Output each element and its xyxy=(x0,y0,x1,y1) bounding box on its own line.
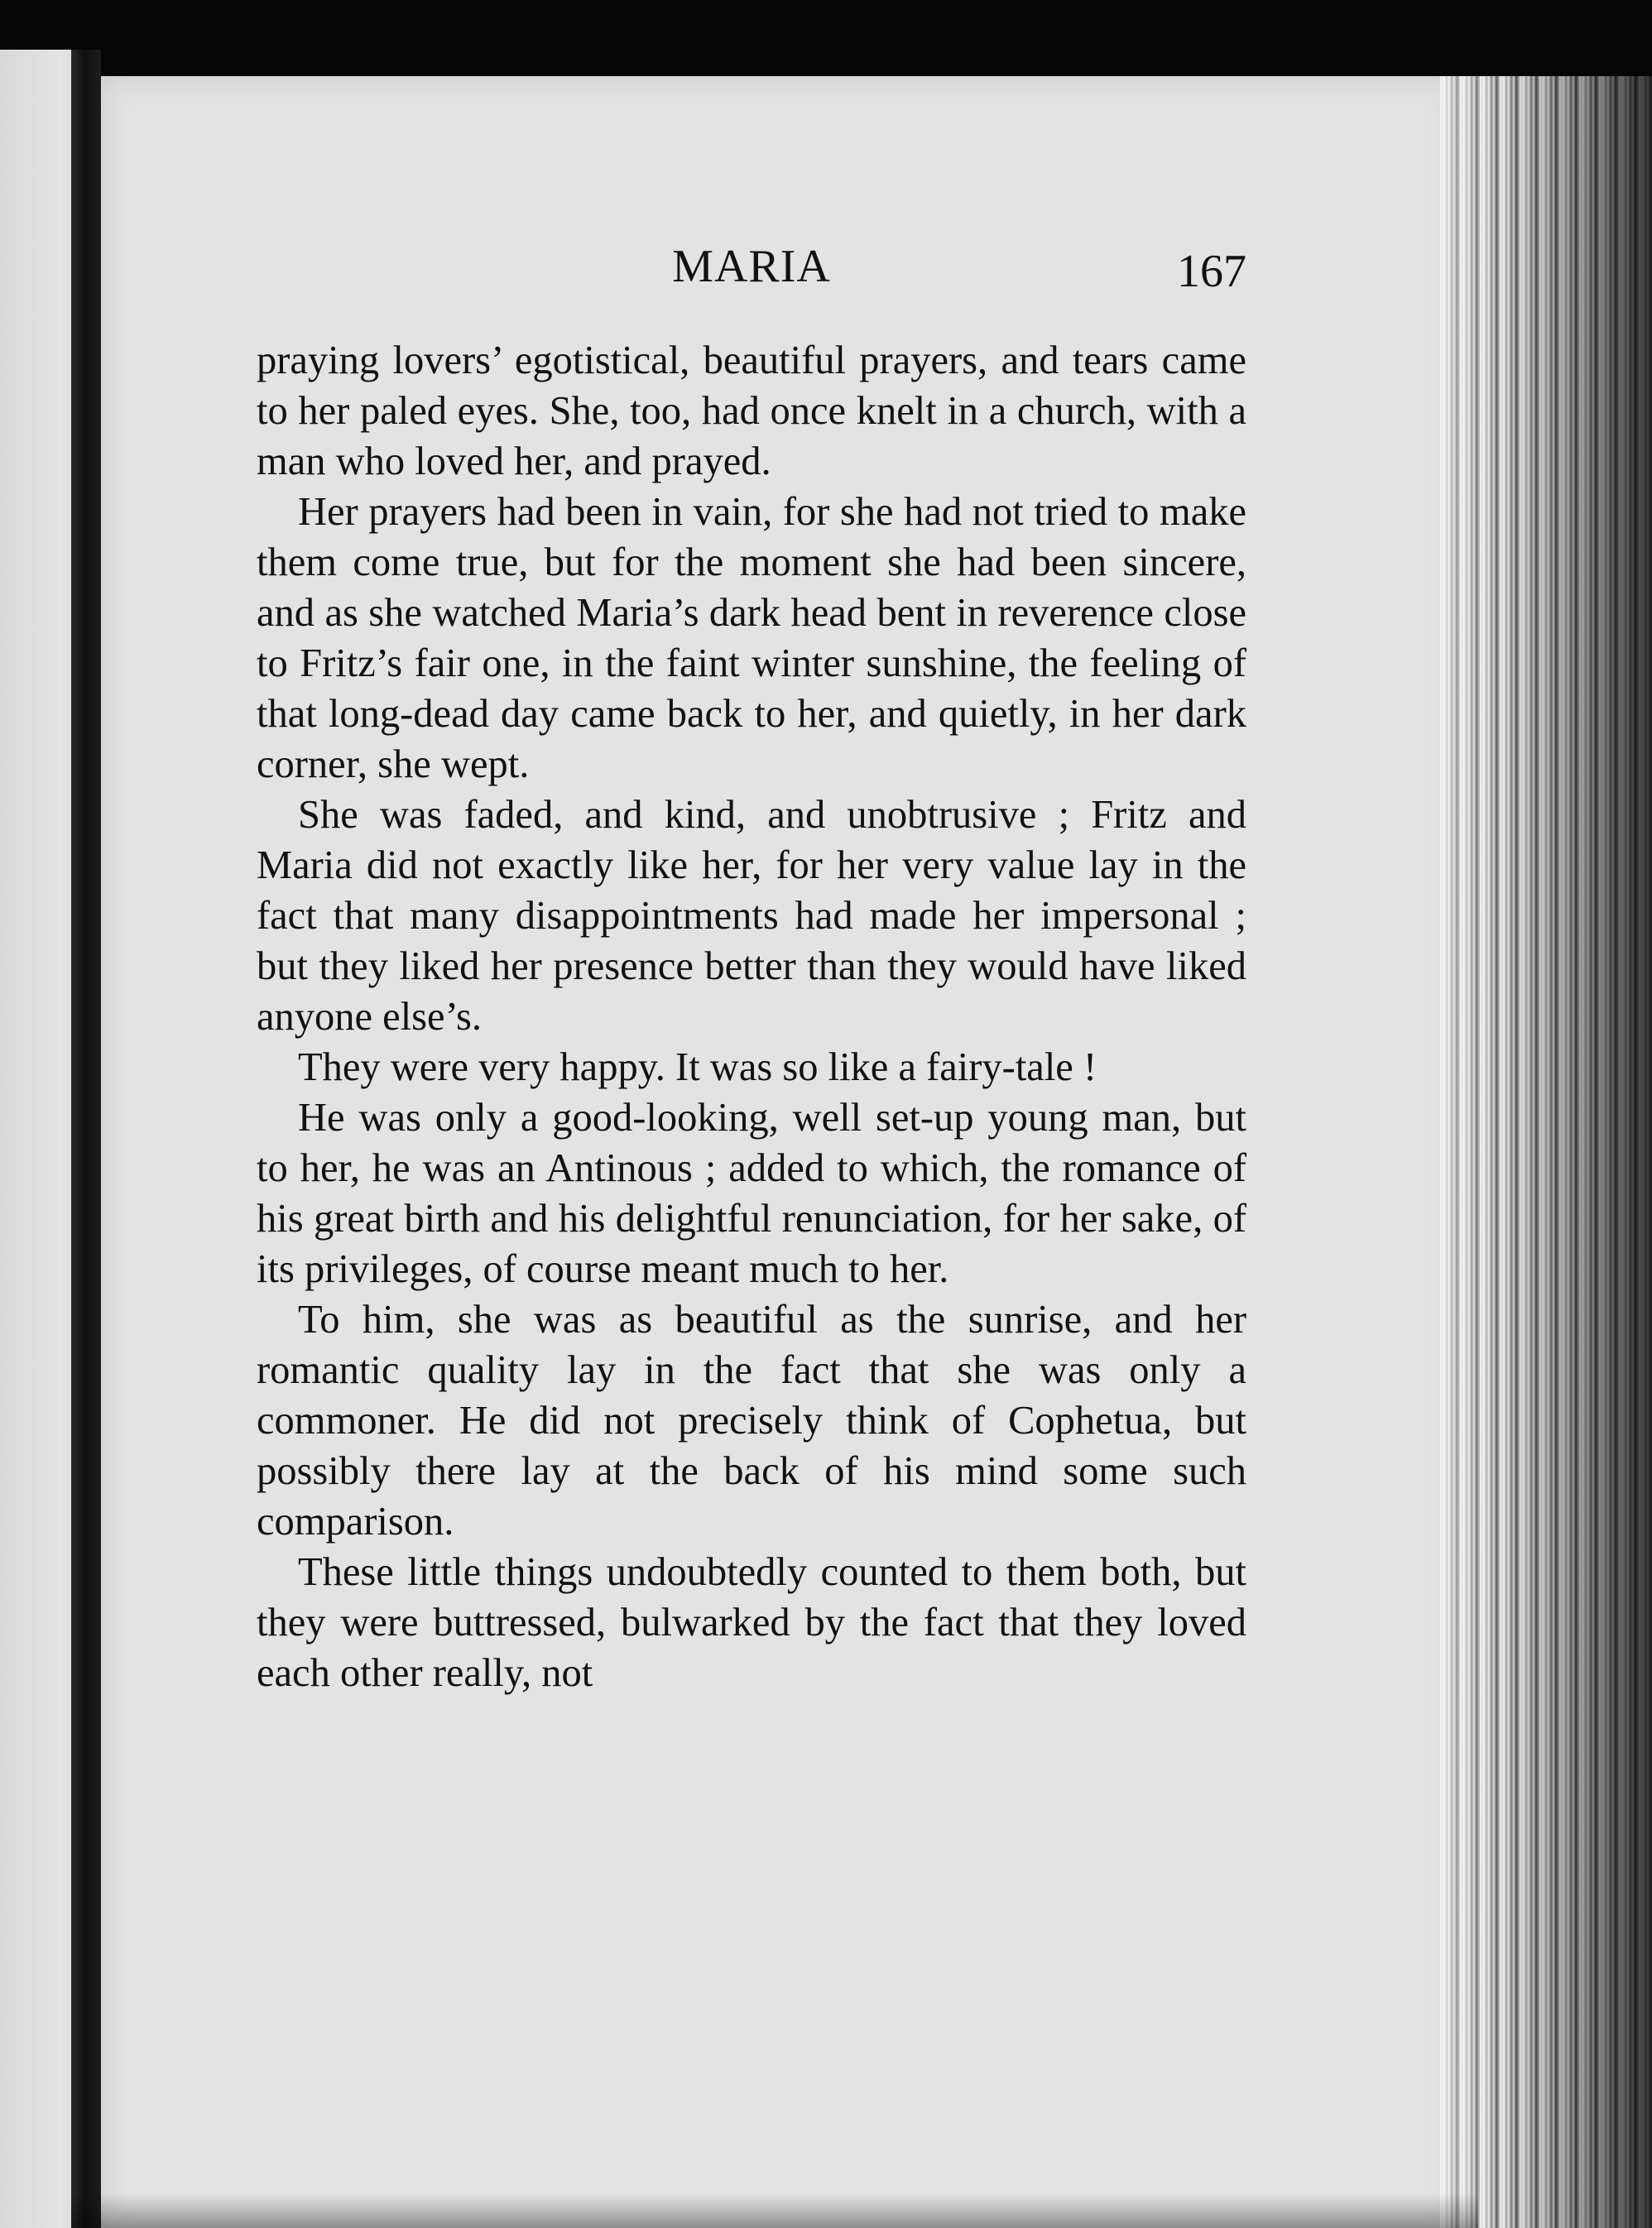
paragraph: She was faded, and kind, and unobtrusive ; Fritz and Maria did not exactly like her, for her very value lay in the fact that many disappointments had made her impersonal ; but they liked her presence better than they would have liked anyone else’s. xyxy=(257,793,1246,1039)
scan-bottom-shadow xyxy=(71,2193,1478,2228)
book-gutter xyxy=(71,50,101,2228)
page-header xyxy=(257,240,1246,306)
running-head: MARIA xyxy=(672,241,831,292)
page-stack-shadow xyxy=(1440,76,1652,2228)
body-text xyxy=(257,335,1246,1698)
paragraph: These little things undoubtedly counted to them both, but they were buttressed, bulwarked by the fact that they loved each other really, not xyxy=(257,1550,1246,1695)
paragraph: To him, she was as beautiful as the sunrise, and her romantic quality lay in the fact that she was only a commoner. He did not precisely think of Cophetua, but possibly there lay at the back of his mind some such comparison. xyxy=(257,1298,1246,1544)
page-number: 167 xyxy=(1177,246,1246,297)
scan-top-border xyxy=(0,0,1652,79)
paragraph: They were very happy. It was so like a fairy-tale ! xyxy=(298,1045,1097,1089)
paragraph: He was only a good-looking, well set-up young man, but to her, he was an Antinous ; added to which, the romance of his great birth and his delightful renunciation, for her sake, of its privileges, of course meant much to her. xyxy=(257,1096,1246,1291)
paragraph: Her prayers had been in vain, for she had not tried to make them come true, but for the moment she had been sincere, and as she watched Maria’s dark head bent in reverence close to Fritz’s fair one, in the faint winter sunshine, the feeling of that long-dead day came back to her, and quietly, in her dark corner, she wept. xyxy=(257,490,1246,786)
paragraph: praying lovers’ egotistical, beautiful prayers, and tears came to her paled eyes. She, too, had once knelt in a church, with a man who loved her, and prayed. xyxy=(257,339,1246,483)
